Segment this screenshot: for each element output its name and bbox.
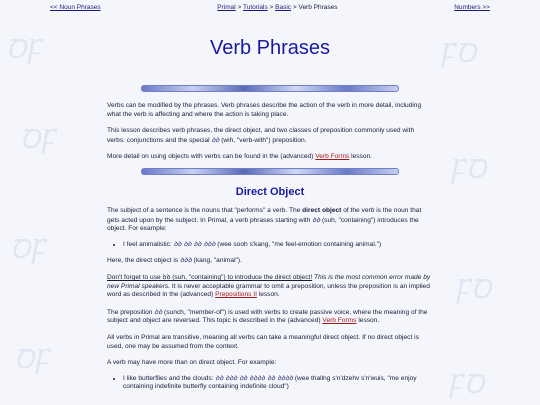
example-list (107, 240, 433, 250)
background-glyph: ꝹꝻ (20, 125, 57, 155)
section-heading: Direct Object (235, 185, 305, 198)
primal-glyph: ꝺꝺ ꝺꝺ ꝺꝺ ꝺꝺꝺ (173, 239, 216, 248)
verb-forms-link[interactable]: Verb Forms (315, 153, 350, 161)
breadcrumb-separator: > (237, 3, 242, 11)
breadcrumb-basic[interactable]: Basic (275, 3, 292, 11)
intro-section (107, 102, 433, 162)
page-title: Verb Phrases (209, 37, 331, 59)
intro-paragraph: Verbs can be modified by the phrases. Verb phrases describe the action of the verb in more detail, including what the verb is affecting and where the action is taking place. (107, 102, 422, 118)
section-paragraph: All verbs in Primal are transitive, meaning all verbs can take a meaningful direct object. If no direct object is used, one may be assumed from the context. (107, 333, 419, 350)
decorative-divider (141, 85, 399, 92)
background-glyph: ꝹꝻ (14, 345, 51, 375)
background-glyph: ꝻꝹ (440, 39, 477, 69)
background-glyph: ꝹꝻ (6, 35, 43, 65)
section-paragraph: The subject of a sentence is the nouns that "performs" a verb. The direct object of the verb is the noun that gets acted upon by the subject. In Primal, a verb phrases starting with ꝺꝺ (suh, "containing") introduces the object. For example: (107, 206, 422, 233)
direct-object-section (107, 207, 433, 392)
intro-paragraph: More detail on using objects with verbs can be found in the (advanced) Verb Forms lesson. (107, 153, 373, 161)
example-list (107, 374, 433, 392)
primal-glyph: ꝺꝺ (154, 307, 163, 316)
breadcrumb-tutorials[interactable]: Tutorials (243, 3, 268, 11)
list-item: • I feel animalistic: ꝺꝺ ꝺꝺ ꝺꝺ ꝺꝺꝺ (wee sooh s'kang, "me feel-emotion containing animal.") (123, 240, 433, 250)
section-paragraph: A verb may have more than on direct object. For example: (107, 359, 277, 367)
decorative-divider (141, 168, 399, 175)
primal-glyph: ꝺꝺ (312, 215, 321, 224)
background-glyph: ꝻꝹ (450, 155, 487, 185)
primal-glyph: ꝺꝺ ꝺꝺꝺ ꝺꝺ ꝺꝺꝺꝺ ꝺꝺ ꝺꝺꝺꝺ (215, 373, 293, 382)
section-paragraph: Don't forget to use ꝺꝺ (suh, "containing") to introduce the direct object! This is the most common error made by new Primal speakers. It is never acceptable grammar to omit a preposition, unless the preposition is an implied word as described in the (advanced) Prepositions II lesson. (107, 273, 431, 299)
intro-paragraph: This lesson describes verb phrases, the direct object, and two classes of preposition commonly used with verbs: conjunctions and the special ꝺꝺ (wih, "verb-with") preposition. (107, 127, 415, 144)
prepositions-ii-link[interactable]: Prepositions II (215, 291, 257, 299)
background-glyph: ꝻꝹ (455, 275, 492, 305)
list-item: • I like butterflies and the clouds: ꝺꝺ ꝺꝺꝺ ꝺꝺ ꝺꝺꝺꝺ ꝺꝺ ꝺꝺꝺꝺ (wee thallng s'n'dzehv s'n'wuis, "me enjoy containing indefinite butterfly containing indefinite cloud") (123, 374, 433, 392)
background-glyph: ꝹꝻ (10, 235, 47, 265)
breadcrumb (217, 4, 337, 11)
verb-forms-link[interactable]: Verb Forms (322, 317, 357, 325)
primal-glyph: ꝺꝺꝺ (179, 256, 192, 265)
direct-object-reminder-link[interactable]: Don't forget to use ꝺꝺ (suh, "containing") to introduce the direct object! (107, 273, 313, 281)
next-lesson-link[interactable]: Numbers >> (454, 3, 490, 11)
primal-glyph: ꝺꝺ (211, 135, 220, 144)
section-paragraph: The preposition ꝺꝺ (sunch, "member-of") is used with verbs to create passive voice, where the meaning of the subject and object are reversed. This topic is described in the (advanced) Verb Forms lesson. (107, 307, 428, 325)
prev-lesson-link[interactable]: << Noun Phrases (50, 3, 101, 11)
breadcrumb-separator: > (292, 3, 297, 11)
breadcrumb-primal[interactable]: Primal (217, 3, 236, 11)
top-navigation (50, 2, 490, 12)
breadcrumb-current: Verb Phrases (298, 3, 338, 11)
background-glyph: ꝻꝹ (448, 370, 485, 400)
section-paragraph: Here, the direct object is ꝺꝺꝺ (kang, "animal"). (107, 256, 242, 265)
breadcrumb-separator: > (269, 3, 274, 11)
